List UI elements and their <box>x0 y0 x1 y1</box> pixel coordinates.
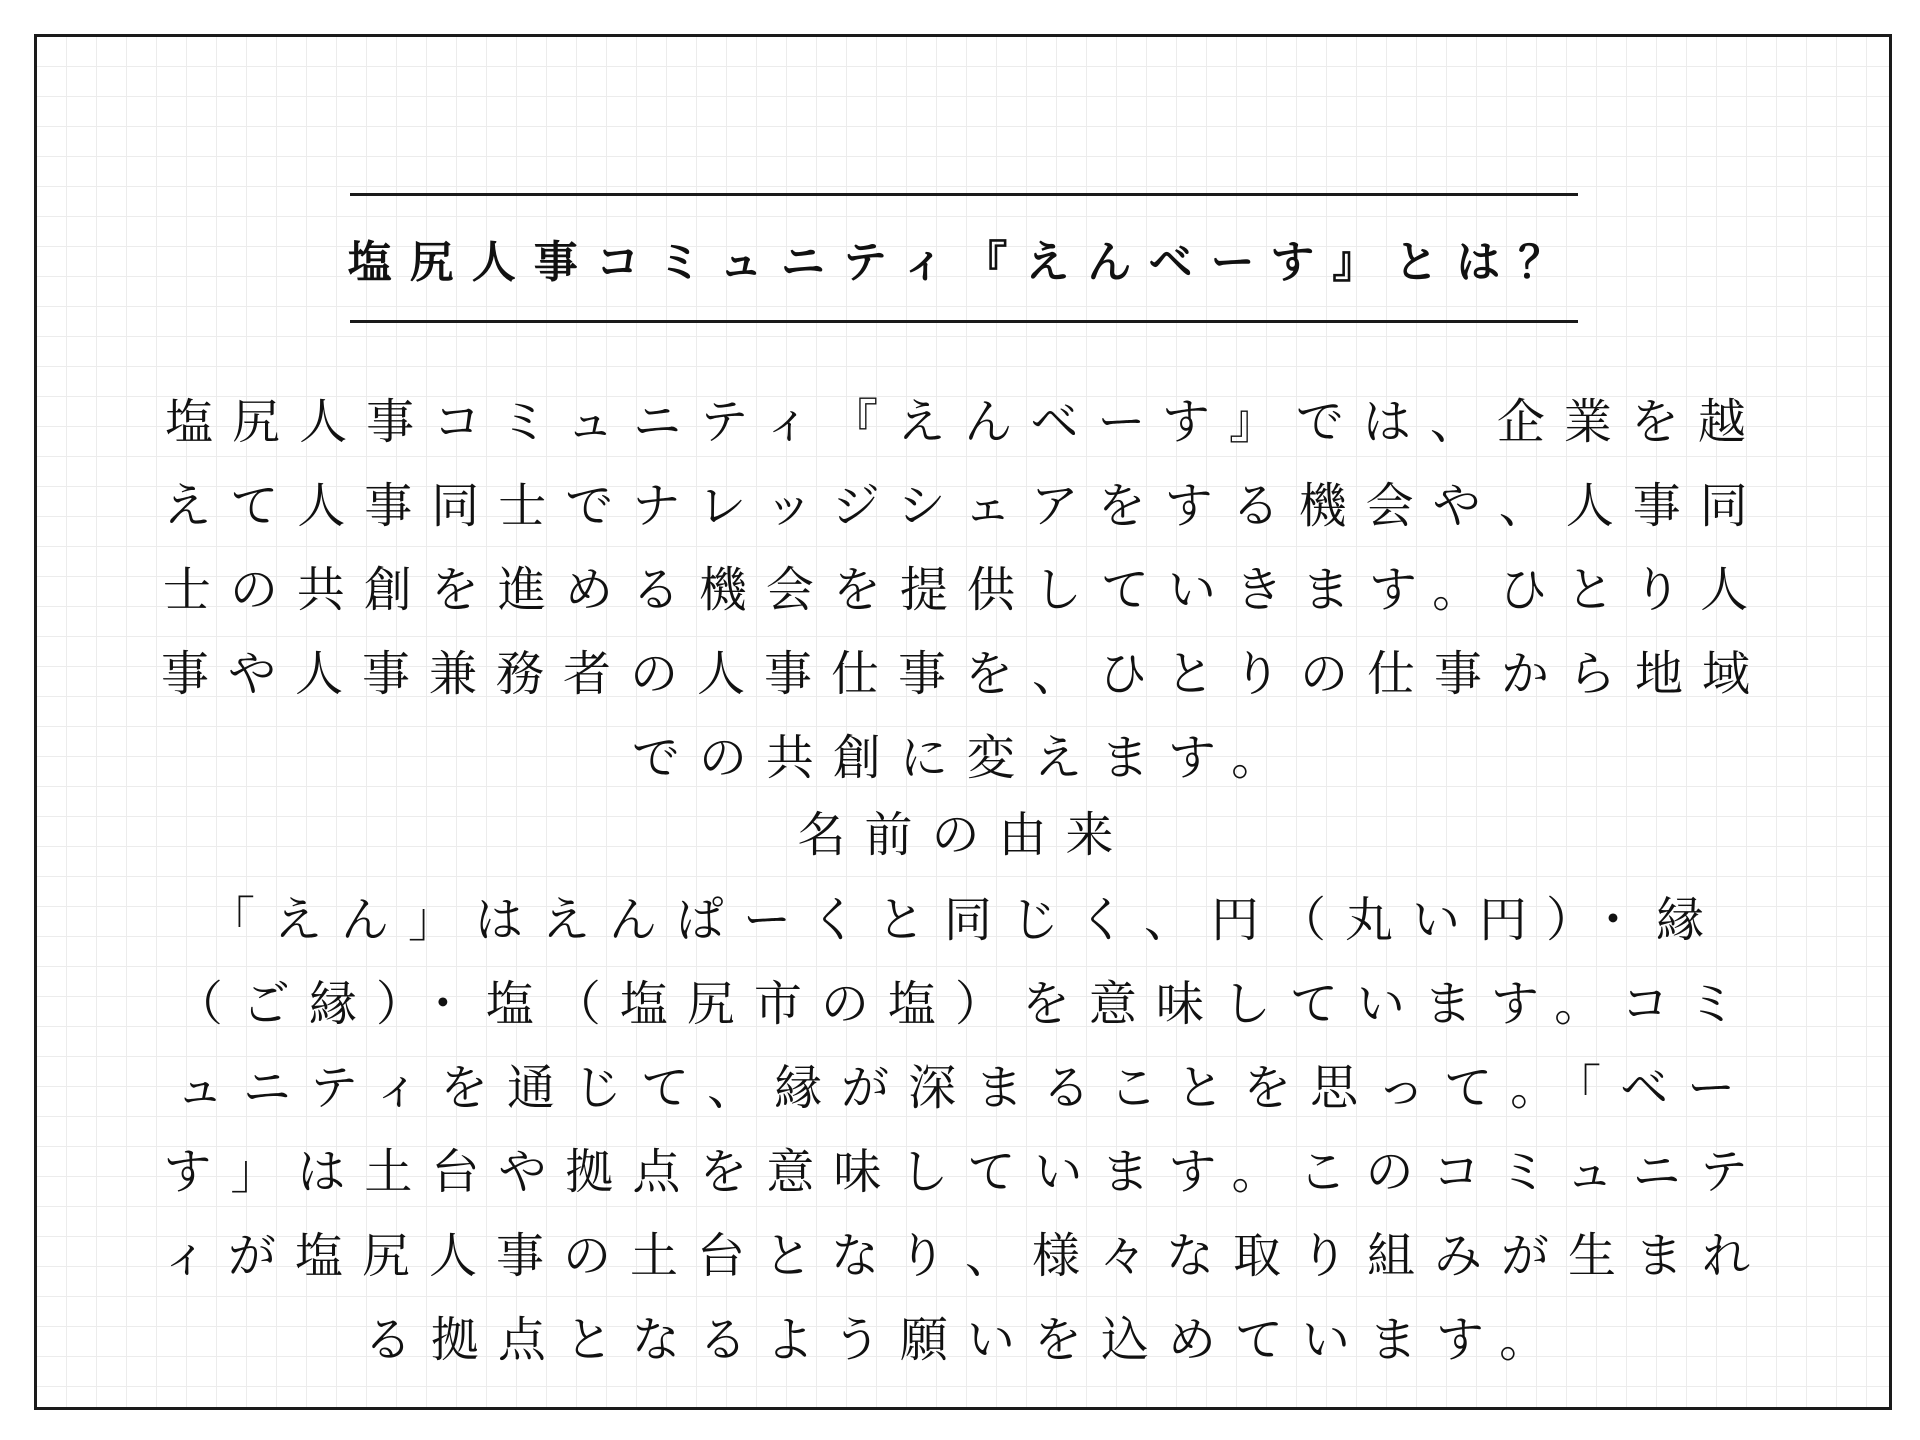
page-title: 塩尻人事コミュニティ『えんベーす』とは？ <box>347 237 1581 288</box>
intro-paragraph: 塩尻人事コミュニティ『えんベーす』では、企業を越えて人事同士でナレッジシェアをする機会や、人事同士の共創を進める機会を提供していきます。ひとり人事や人事兼務者の人事仕事を、ひとりの仕事から地域での共創に変えます。 <box>160 394 1769 786</box>
origin-section-title: 名前の由来 <box>797 807 1133 863</box>
heading-block <box>347 193 1581 323</box>
origin-paragraph: 「えん」はえんぱーくと同じく、円（丸い円）・縁（ご縁）・塩（塩尻市の塩）を意味しています。コミュニティを通じて、縁が深まることを思って。「ベーす」は土台や拠点を意味しています。このコミュニティが塩尻人事の土台となり、様々な取り組みが生まれる拠点となるよう願いを込めています。 <box>160 892 1769 1368</box>
